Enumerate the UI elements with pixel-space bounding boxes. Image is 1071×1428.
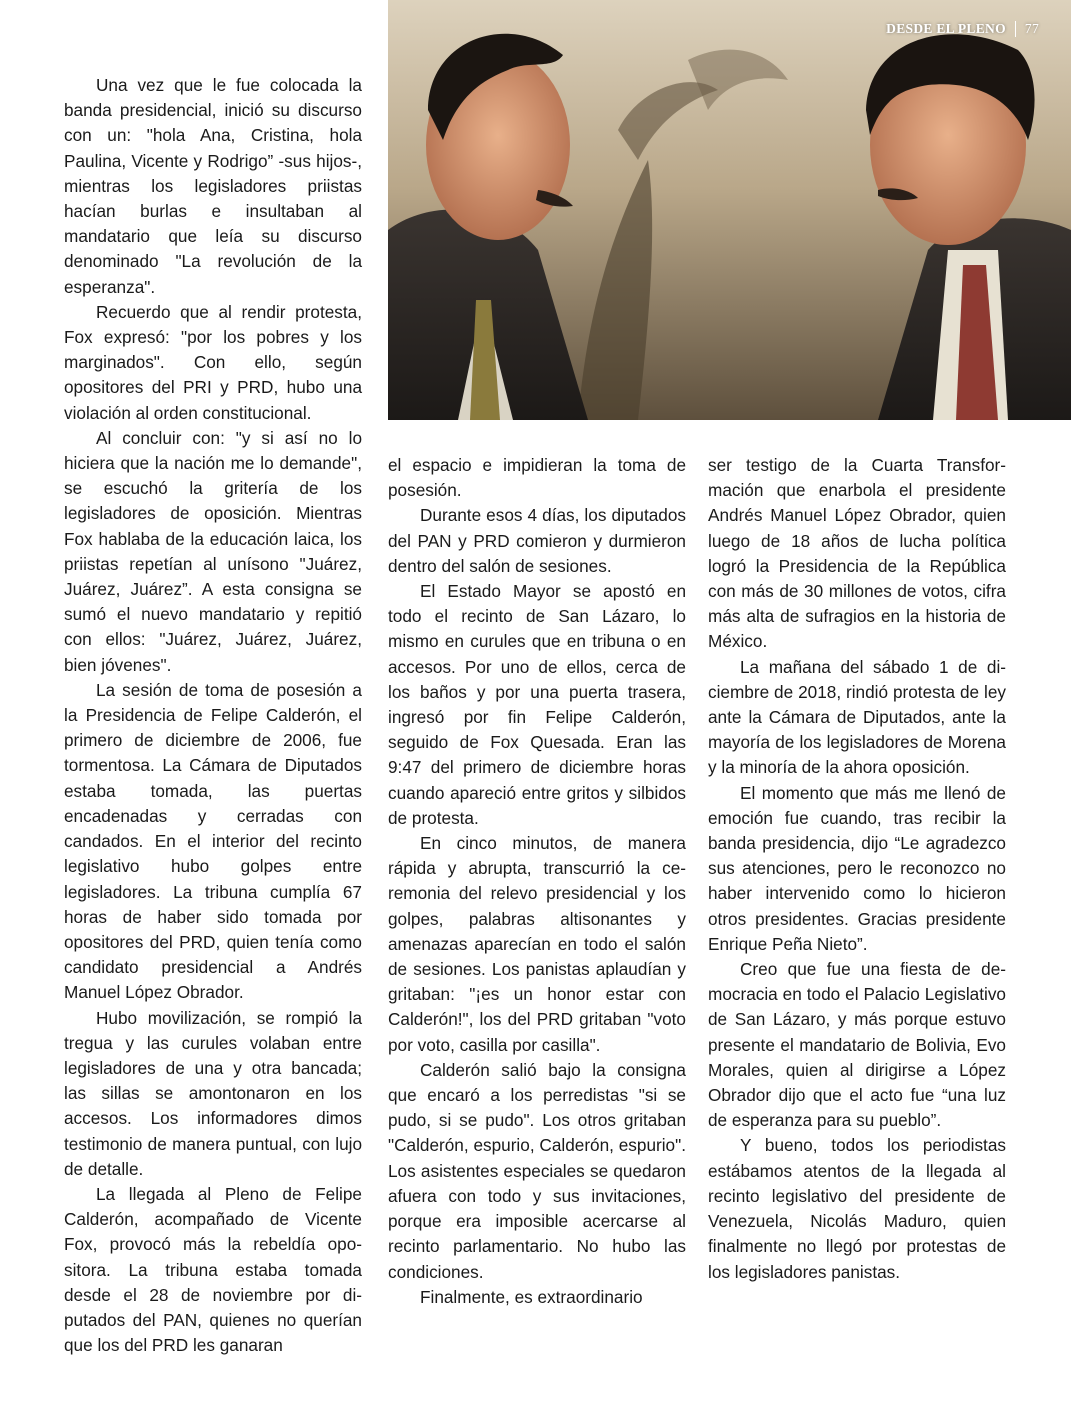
paragraph: Y bueno, todos los periodistas estábamos atentos de la llegada al recinto legislativo del presidente de Venezuela, Nicolás Maduro, quien finalmente no llegó por protestas de los legisladores panistas. <box>708 1135 1006 1282</box>
paragraph: Creo que fue una fiesta de democracia en todo el Palacio Legislativo de San Lázaro, y más porque estuvo presente el mandatario de Bolivia, Evo Morales, quien al dirigirse a López Obrador dijo que el acto fue “una luz de esperanza para su pueblo”. <box>708 959 1006 1131</box>
paragraph: La sesión de toma de posesión a la Presidencia de Felipe Calderón, el primero de diciembre de 2006, fue tormentosa. La Cámara de Diputados estaba tomada, las puertas encadenadas y cerradas con candados. En el interior del recinto legislativo hubo golpes entre legisladores. La tribuna cumplía 67 horas de haber sido tomada por opositores del PRD, quien tenía como candidato presidencial a Andrés Manuel López Obrador. <box>64 679 362 1003</box>
section-title: DESDE EL PLENO <box>886 21 1006 36</box>
text-column-2 <box>388 453 686 1310</box>
text-column-1 <box>64 73 362 1358</box>
paragraph: Hubo movilización, se rompió la tregua y las curules volaban entre legisladores de una y otra bancada; las sillas se amontonaron en los accesos. Los informadores dimos testimonio de manera puntual, con lujo de detalle. <box>64 1007 362 1179</box>
paragraph: el espacio e impidieran la toma de posesión. <box>388 455 686 501</box>
paragraph: Una vez que le fue colocada la banda presidencial, inició su discurso con un: "hola Ana, Cristina, hola Paulina, Vicente y Rodrigo” -sus hijos-, mientras los legisladores priistas hacían burlas e insultaban al mandatario que leía su discurso denominado "La revolución de la esperanza". <box>64 75 362 297</box>
paragraph: El momento que más me llenó de emoción fue cuando, tras recibir la banda presidencia, dijo “Le agradezco sus atenciones, pero le reconozco no haber intervenido como lo hicieron otros presidentes. Gracias presidente Enrique Peña Nieto”. <box>708 782 1006 954</box>
paragraph: El Estado Mayor se apostó en todo el recinto de San Lázaro, lo mismo en curules que en tribuna o en accesos. Por uno de ellos, cerca de los baños y por una puerta trasera, ingresó por fin Felipe Calderón, seguido de Fox Quesada. Eran las 9:47 del primero de diciembre horas cuando apareció entre gritos y silbidos de protesta. <box>388 581 686 828</box>
paragraph: ser testigo de la Cuarta Transformación que enarbola el presidente Andrés Manuel López Obrador, quien luego de 18 años de lucha política logró la Presidencia de la República con más de 30 millones de votos, cifra más alta de sufragios en la historia de México. <box>708 455 1006 652</box>
photo-two-men-icon <box>388 0 1071 420</box>
paragraph: Durante esos 4 días, los diputados del PAN y PRD comieron y durmieron dentro del salón de sesiones. <box>388 505 686 576</box>
photo <box>388 0 1071 420</box>
paragraph: Calderón salió bajo la consigna que encaró a los perredistas "si se pudo, si se pudo". Los otros gritaban "Calderón, espurio, Calderón, espurio". Los asistentes especiales se quedaron afuera con todo y sus invitaciones, porque era imposible acercarse al recinto parlamentario. No hubo las condiciones. <box>388 1059 686 1282</box>
paragraph: Al concluir con: "y si así no lo hiciera que la nación me lo demande", se escuchó la gritería de los legisladores de oposición. Mientras Fox hablaba de la educación laica, los priistas repetían al unísono "Juárez, Juárez, Juárez”. A esta consigna se sumó el nuevo mandatario y repitió con ellos: "Juárez, Juárez, Juárez, bien jóvenes". <box>64 427 362 675</box>
paragraph: Finalmente, es extraordinario <box>420 1286 643 1307</box>
text-column-3 <box>708 453 1006 1285</box>
paragraph: La mañana del sábado 1 de diciembre de 2018, rindió protesta de ley ante la Cámara de Diputados, ante la mayoría de los legisladores de Morena y la minoría de la ahora oposición. <box>708 656 1006 778</box>
paragraph: Recuerdo que al rendir protesta, Fox expresó: "por los pobres y los marginados". Con ello, según opositores del PRI y PRD, hubo una violación al orden constitucional. <box>64 301 362 423</box>
header-divider <box>1015 21 1016 37</box>
running-head <box>886 21 1039 37</box>
paragraph: La llegada al Pleno de Felipe Calderón, acompañado de Vicente Fox, provocó más la rebeldía opositora. La tribuna estaba tomada desde el 28 de noviembre por diputados del PAN, quienes no querían que los del PRD les ganaran <box>64 1183 362 1356</box>
paragraph: En cinco minutos, de manera rápida y abrupta, transcurrió la ceremonia del relevo presidencial y los golpes, palabras altisonantes y amenazas aparecían en todo el salón de sesiones. Los panistas aplaudían y gritaban: "¡es un honor estar con Calderón!", los del PRD gritaban "voto por voto, casilla por casilla". <box>388 833 686 1055</box>
page-number: 77 <box>1024 21 1039 36</box>
